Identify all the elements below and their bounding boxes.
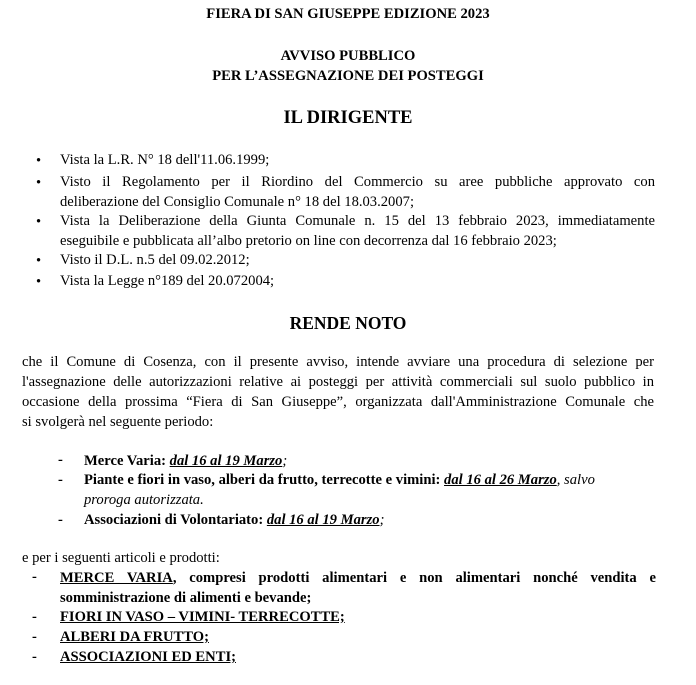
bullet-icon: •: [36, 175, 42, 191]
notice-line-1: AVVISO PUBBLICO: [280, 48, 416, 64]
announce-heading: RENDE NOTO: [289, 313, 407, 333]
dash-marker: -: [32, 609, 37, 625]
dash-marker: -: [58, 472, 63, 488]
bullet-icon: •: [36, 274, 42, 290]
dash-marker: -: [58, 452, 63, 468]
intro-paragraph: che il Comune di Cosenza, con il presente avviso, intende avviare una procedura di selezione per l'assegnazione delle autorizzazioni relative ai posteggi per attività commerciali sul suolo pubblico in occasione della prossima “Fiera di San Giuseppe”, organizzata dall'Amministrazione Comunale che si svolgerà nel seguente periodo:: [22, 354, 654, 430]
dash-marker: -: [32, 649, 37, 665]
article-item: ASSOCIAZIONI ED ENTI;: [60, 649, 236, 665]
issuer-heading: IL DIRIGENTE: [283, 108, 413, 128]
bullet-icon: •: [36, 214, 42, 230]
list-item: Visto il Regolamento per il Riordino del Commercio su aree pubbliche approvato con deliberazione del Consiglio Comunale n° 18 del 18.03.2007;: [60, 174, 655, 210]
article-item: MERCE VARIA, compresi prodotti alimentari e non alimentari nonché vendita e somministrazione di alimenti e bevande;: [60, 570, 656, 606]
list-item: Vista la Deliberazione della Giunta Comunale n. 15 del 13 febbraio 2023, immediatamente eseguibile e pubblicata all’albo pretorio on line con decorrenza dal 16 febbraio 2023;: [60, 213, 655, 249]
bullet-icon: •: [36, 253, 42, 269]
bullet-icon: •: [36, 153, 42, 169]
period-item: Piante e fiori in vaso, alberi da frutto, terrecotte e vimini: dal 16 al 26 Marzo, salvo proroga autorizzata.: [84, 472, 595, 508]
period-item: Merce Varia: dal 16 al 19 Marzo;: [84, 453, 288, 469]
list-item: Vista la Legge n°189 del 20.072004;: [60, 273, 275, 289]
notice-line-2: PER L’ASSEGNAZIONE DEI POSTEGGI: [212, 68, 484, 84]
article-item: FIORI IN VASO – VIMINI- TERRECOTTE;: [60, 609, 345, 625]
dash-marker: -: [32, 629, 37, 645]
list-item: Visto il D.L. n.5 del 09.02.2012;: [60, 252, 250, 268]
article-item: ALBERI DA FRUTTO;: [60, 629, 209, 645]
dash-marker: -: [58, 512, 63, 528]
articles-intro: e per i seguenti articoli e prodotti:: [22, 550, 220, 566]
notice-title: [0, 46, 696, 86]
dash-marker: -: [32, 569, 37, 585]
fair-title: FIERA DI SAN GIUSEPPE EDIZIONE 2023: [206, 6, 490, 22]
list-item: Vista la L.R. N° 18 dell'11.06.1999;: [60, 152, 270, 168]
period-item: Associazioni di Volontariato: dal 16 al 19 Marzo;: [84, 512, 385, 528]
